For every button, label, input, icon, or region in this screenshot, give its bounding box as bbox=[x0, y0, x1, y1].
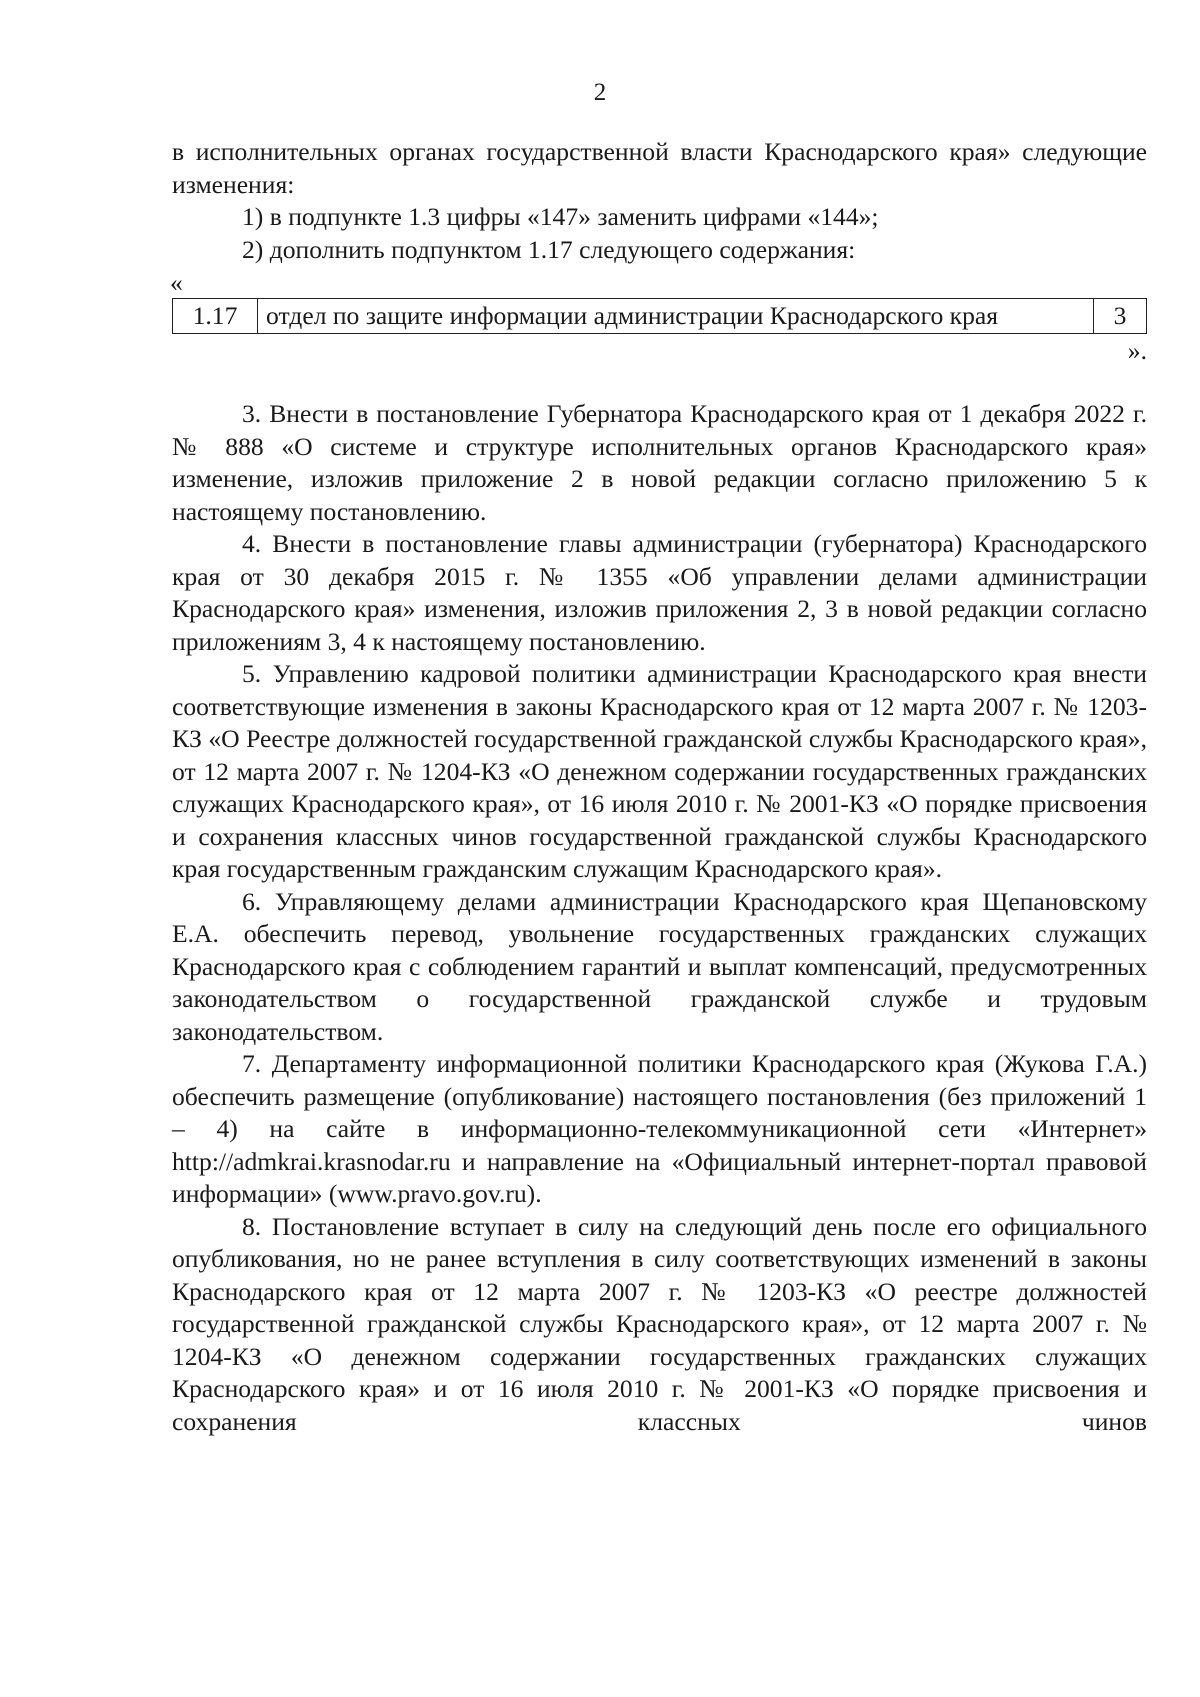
opening-quote-mark: « bbox=[170, 268, 183, 297]
intro-item-1: 1) в подпункте 1.3 цифры «147» заменить цифрами «144»; bbox=[242, 202, 879, 231]
paragraph-7: 7. Департаменту информационной политики Краснодарского края (Жукова Г.А.) обеспечить размещение (опубликование) настоящего постановления (без приложений 1 – 4) на сайте в информационно-телекоммуникационной сети «Интернет» http://admkrai.krasnodar.ru и направление на «Официальный интернет-портал правовой информации» (www.pravo.gov.ru). bbox=[172, 1049, 1147, 1208]
row-number: 1.17 bbox=[173, 299, 258, 334]
intro-item-2: 2) дополнить подпунктом 1.17 следующего содержания: bbox=[242, 234, 856, 264]
closing-quote: ». bbox=[1127, 336, 1147, 365]
paragraph-6: 6. Управляющему делами администрации Краснодарского края Щепановскому Е.А. обеспечить перевод, увольнение государственных гражданских служащих Краснодарского края с соблюдением гарантий и выплат компенсаций, предусмотренных законодательством о государственной гражданской службе и трудовым законодательством. bbox=[172, 886, 1147, 1046]
row-quantity: 3 bbox=[1094, 299, 1147, 334]
page-number: 2 bbox=[593, 79, 607, 106]
document-body bbox=[172, 136, 1147, 1438]
paragraph-4: 4. Внести в постановление главы администрации (губернатора) Краснодарского края от 30 декабря 2015 г. № 1355 «Об управлении делами администрации Краснодарского края» изменения, изложив приложения 2, 3 в новой редакции согласно приложениям 3, 4 к настоящему постановлению. bbox=[172, 529, 1147, 656]
row-department: отдел по защите информации администрации Краснодарского края bbox=[258, 299, 1094, 334]
table-row bbox=[173, 299, 1147, 334]
paragraph-5: 5. Управлению кадровой политики администрации Краснодарского края внести соответствующие изменения в законы Краснодарского края от 12 марта 2007 г. № 1203-КЗ «О Реестре должностей государственной гражданской службы Краснодарского края», от 12 марта 2007 г. № 1204-КЗ «О денежном содержании государственных гражданских служащих Краснодарского края», от 16 июля 2010 г. № 2001-КЗ «О порядке присвоения и сохранения классных чинов государственной гражданской службы Краснодарского края государственным гражданским служащим Краснодарского края». bbox=[172, 659, 1147, 883]
intro-continuation: в исполнительных органах государственной власти Краснодарского края» следующие изменения: bbox=[172, 137, 1147, 199]
subitem-table bbox=[172, 298, 1147, 334]
paragraph-3: 3. Внести в постановление Губернатора Краснодарского края от 1 декабря 2022 г. № 888 «О системе и структуре исполнительных органов Краснодарского края» изменение, изложив приложение 2 в новой редакции согласно приложению 5 к настоящему постановлению. bbox=[172, 399, 1147, 526]
paragraph-8: 8. Постановление вступает в силу на следующий день после его официального опубликования, но не ранее вступления в силу соответствующих изменений в законы Краснодарского края от 12 марта 2007 г. № 1203-КЗ «О реестре должностей государственной гражданской службы Краснодарского края», от 12 марта 2007 г. № 1204-КЗ «О денежном содержании государственных гражданских служащих Краснодарского края» и от 16 июля 2010 г. № 2001-КЗ «О порядке присвоения и сохранения классных чинов bbox=[172, 1211, 1147, 1436]
opening-quote bbox=[172, 268, 1147, 298]
